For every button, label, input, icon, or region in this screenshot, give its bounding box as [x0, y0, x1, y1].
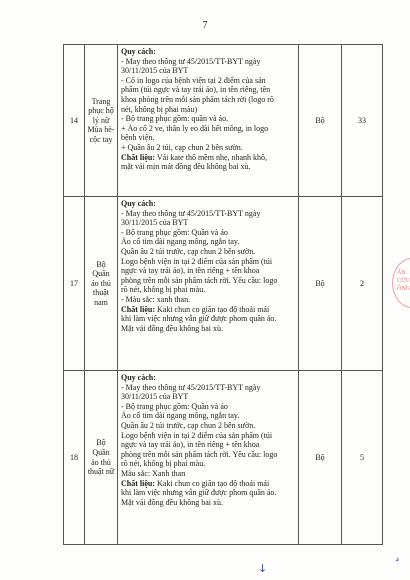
page-number: 7 — [202, 20, 208, 31]
spec-table — [63, 44, 383, 545]
item-quantity: 2 — [342, 197, 383, 371]
item-quantity: 33 — [342, 45, 383, 197]
item-unit: Bộ — [299, 45, 342, 197]
pen-mark-corner: 𝓈 — [396, 554, 400, 564]
item-name: Bộ Quần áo thủ thuật nam — [85, 197, 118, 371]
item-unit: Bộ — [299, 197, 342, 371]
item-spec: Quy cách: - May theo thông tư 45/2015/TT-BYT ngày 30/11/2015 của BYT - Bộ trang phục gồm: Quần và áo Áo cổ tim dài ngang mông, ngắn tay. Quần âu 2 túi trước, cạp chun 2 bên sườn. Logo bệnh viện in tại 2 điểm của sản phẩm (túi ngực và tay trái áo), in tên riêng + tên khoa phòng trên mỗi sản phẩm tách rời. Yêu cầu: logo rõ nét, không bị phai màu. - Màu sắc: xanh than. Chất liệu: Kaki chun co giãn tạo độ thoải mái khi làm việc nhưng vẫn giữ được phom quần áo. Mặt vải đồng đều không bai xù. — [118, 197, 299, 371]
table-row — [64, 45, 383, 197]
row-number: 14 — [64, 45, 85, 197]
table-row — [64, 197, 383, 371]
item-unit: Bộ — [299, 371, 342, 545]
item-quantity: 5 — [342, 371, 383, 545]
row-number: 18 — [64, 371, 85, 545]
item-spec: Quy cách: - May theo thông tư 45/2015/TT-BYT ngày 30/11/2015 của BYT - Cổ in logo của bệnh viện tại 2 điểm của sản phẩm (túi ngực và tay trái áo), in tên riêng, tên khoa phòng trên mỗi sản phẩm tách rời (logo rõ nét, không bị phai màu) - Bộ trang phục gồm: quần và áo. + Áo cổ 2 ve, thân ly eo dài hết mông, in logo bệnh viện. + Quần âu 2 túi, cạp chun 2 bên sườn. Chất liệu: Vải kate thô mềm nhẹ, nhanh khô, mặt vải mịn mát đồng đều không bai xù. — [118, 45, 299, 197]
red-stamp: ẤN CỨU ỐNG — [392, 258, 410, 308]
item-spec: Quy cách: - May theo thông tư 45/2015/TT-BYT ngày 30/11/2015 của BYT - Bộ trang phục gồm: Quần và áo Áo cổ tim dài ngang mông, ngắn tay. Quần âu 2 túi trước, cạp chun 2 bên sườn. Logo bệnh viện in tại 2 điểm của sản phẩm (túi ngực và tay trái áo), in tên riêng + tên khoa phòng trên mỗi sản phẩm tách rời. Yêu cầu: logo rõ nét, không bị phai màu. Màu sắc: Xanh than Chất liệu: Kaki chun co giãn tạo độ thoải mái khi làm việc nhưng vẫn giữ được phom quần áo. Mặt vải đồng đều không bai xù. — [118, 371, 299, 545]
item-name: Bộ Quần áo thủ thuật nữ — [85, 371, 118, 545]
table-row — [64, 371, 383, 545]
item-name: Trang phục hộ lý nữ Mùa hè- cộc tay — [85, 45, 118, 197]
row-number: 17 — [64, 197, 85, 371]
pen-mark-bottom: ↓ — [258, 562, 268, 575]
